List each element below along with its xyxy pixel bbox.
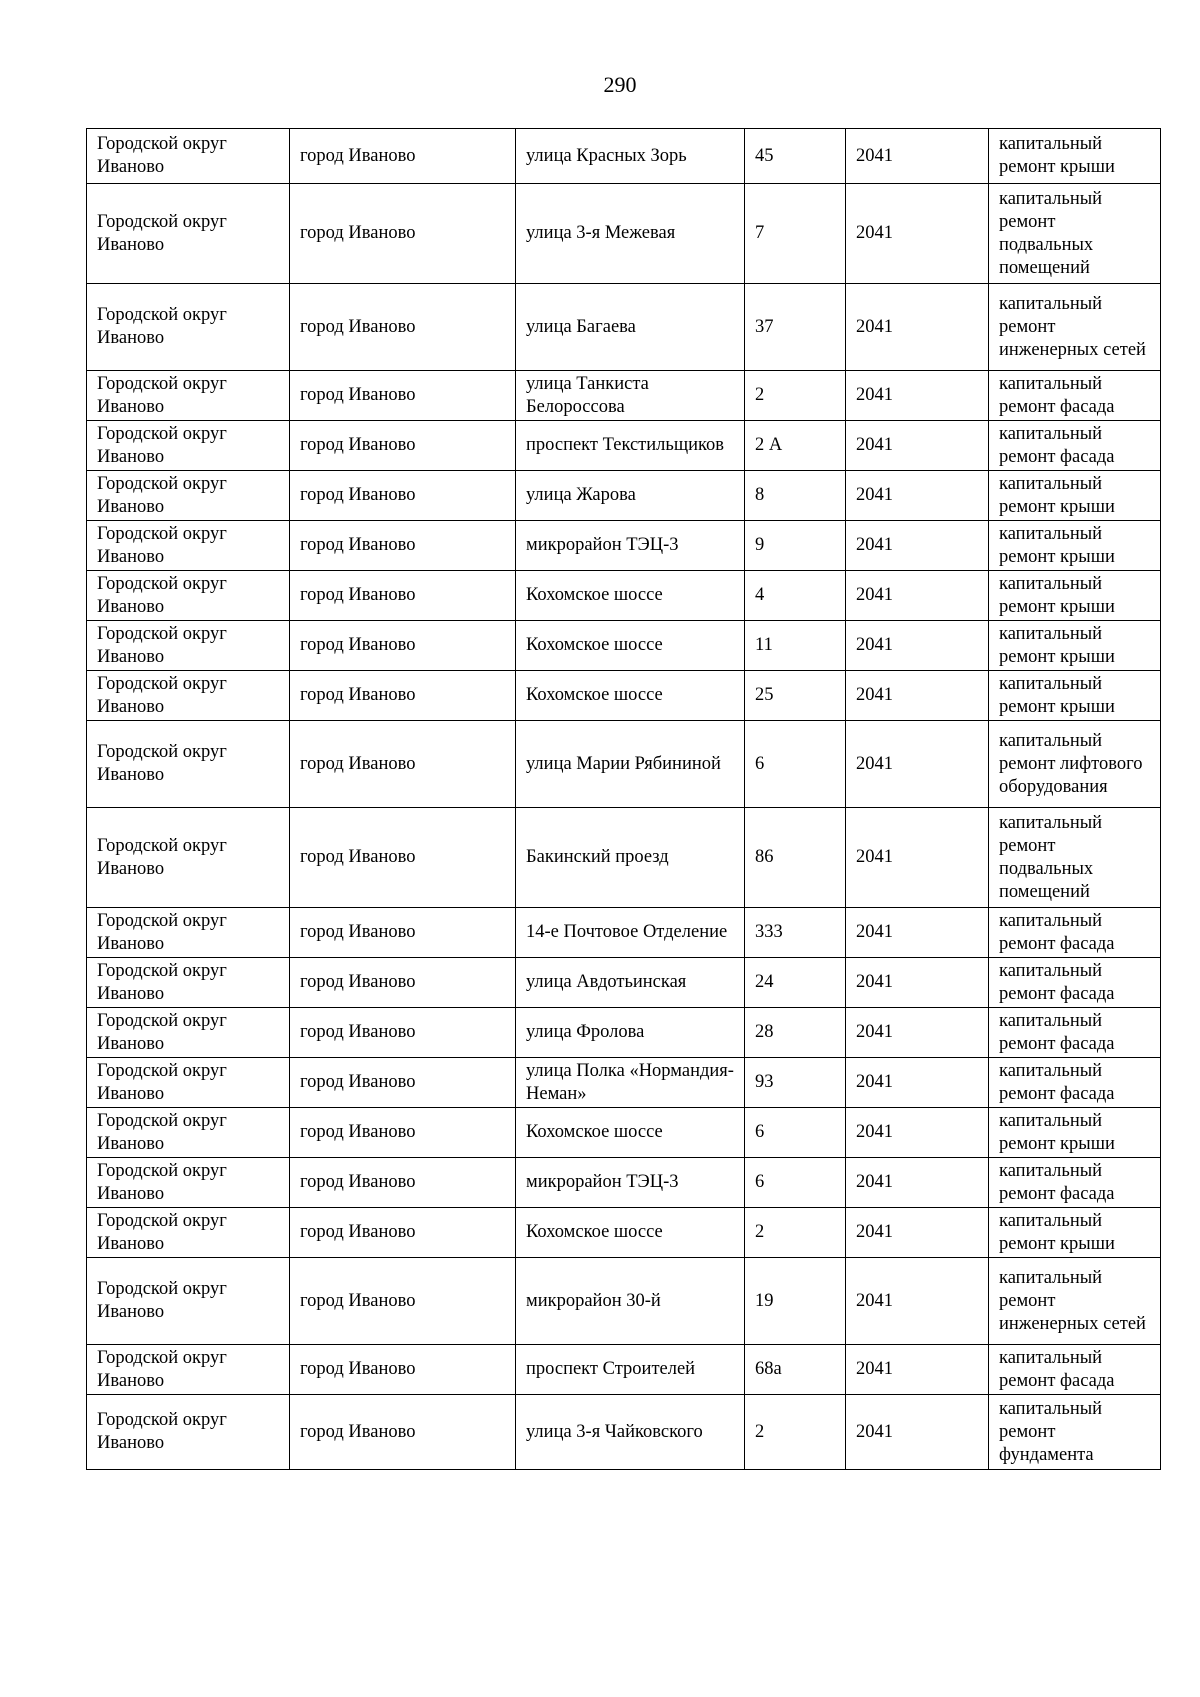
municipality-cell: Городской округ Иваново [87,908,290,958]
table-row [87,421,1161,471]
street-cell: Кохомское шоссе [516,671,745,721]
table-row [87,958,1161,1008]
year-cell: 2041 [846,371,989,421]
table-row [87,1345,1161,1395]
year-cell: 2041 [846,471,989,521]
municipality-cell: Городской округ Иваново [87,521,290,571]
table-row [87,1008,1161,1058]
year-cell: 2041 [846,1208,989,1258]
street-cell: Бакинский проезд [516,808,745,908]
work-type-cell: капитальный ремонт крыши [989,671,1161,721]
year-cell: 2041 [846,1108,989,1158]
street-cell: проспект Текстильщиков [516,421,745,471]
house-number-cell: 333 [745,908,846,958]
year-cell: 2041 [846,958,989,1008]
table-row [87,184,1161,284]
municipality-cell: Городской округ Иваново [87,129,290,184]
municipality-cell: Городской округ Иваново [87,958,290,1008]
locality-cell: город Иваново [290,521,516,571]
house-number-cell: 2 А [745,421,846,471]
house-number-cell: 2 [745,1395,846,1470]
street-cell: улица Жарова [516,471,745,521]
street-cell: улица Авдотьинская [516,958,745,1008]
municipality-cell: Городской округ Иваново [87,1258,290,1345]
house-number-cell: 6 [745,1108,846,1158]
locality-cell: город Иваново [290,908,516,958]
house-number-cell: 25 [745,671,846,721]
municipality-cell: Городской округ Иваново [87,471,290,521]
locality-cell: город Иваново [290,421,516,471]
year-cell: 2041 [846,621,989,671]
municipality-cell: Городской округ Иваново [87,808,290,908]
work-type-cell: капитальный ремонт фасада [989,371,1161,421]
house-number-cell: 2 [745,1208,846,1258]
street-cell: улица 3-я Межевая [516,184,745,284]
work-type-cell: капитальный ремонт фасада [989,1058,1161,1108]
street-cell: улица Красных Зорь [516,129,745,184]
work-type-cell: капитальный ремонт крыши [989,571,1161,621]
work-type-cell: капитальный ремонт инженерных сетей [989,284,1161,371]
locality-cell: город Иваново [290,1058,516,1108]
municipality-cell: Городской округ Иваново [87,1058,290,1108]
house-number-cell: 37 [745,284,846,371]
locality-cell: город Иваново [290,1158,516,1208]
locality-cell: город Иваново [290,371,516,421]
locality-cell: город Иваново [290,1395,516,1470]
house-number-cell: 93 [745,1058,846,1108]
house-number-cell: 86 [745,808,846,908]
house-number-cell: 28 [745,1008,846,1058]
table-row [87,721,1161,808]
locality-cell: город Иваново [290,958,516,1008]
street-cell: улица Полка «Нормандия-Неман» [516,1058,745,1108]
work-type-cell: капитальный ремонт крыши [989,471,1161,521]
table-row [87,571,1161,621]
page-number: 290 [603,72,637,97]
year-cell: 2041 [846,1258,989,1345]
work-type-cell: капитальный ремонт фасада [989,1158,1161,1208]
municipality-cell: Городской округ Иваново [87,671,290,721]
work-type-cell: капитальный ремонт подвальных помещений [989,184,1161,284]
work-type-cell: капитальный ремонт фундамента [989,1395,1161,1470]
house-number-cell: 7 [745,184,846,284]
year-cell: 2041 [846,521,989,571]
street-cell: улица Багаева [516,284,745,371]
municipality-cell: Городской округ Иваново [87,184,290,284]
table-row [87,521,1161,571]
year-cell: 2041 [846,721,989,808]
table-row [87,621,1161,671]
locality-cell: город Иваново [290,1208,516,1258]
work-type-cell: капитальный ремонт крыши [989,621,1161,671]
table-row [87,1058,1161,1108]
municipality-cell: Городской округ Иваново [87,421,290,471]
locality-cell: город Иваново [290,621,516,671]
year-cell: 2041 [846,671,989,721]
work-type-cell: капитальный ремонт фасада [989,958,1161,1008]
municipality-cell: Городской округ Иваново [87,371,290,421]
year-cell: 2041 [846,1008,989,1058]
locality-cell: город Иваново [290,471,516,521]
work-type-cell: капитальный ремонт лифтового оборудования [989,721,1161,808]
table-row [87,671,1161,721]
table-row [87,1208,1161,1258]
locality-cell: город Иваново [290,808,516,908]
municipality-cell: Городской округ Иваново [87,721,290,808]
street-cell: микрорайон 30-й [516,1258,745,1345]
table-body [87,129,1161,1470]
table-row [87,1395,1161,1470]
work-type-cell: капитальный ремонт подвальных помещений [989,808,1161,908]
house-number-cell: 68а [745,1345,846,1395]
year-cell: 2041 [846,129,989,184]
municipality-cell: Городской округ Иваново [87,1395,290,1470]
year-cell: 2041 [846,808,989,908]
work-type-cell: капитальный ремонт крыши [989,129,1161,184]
year-cell: 2041 [846,1158,989,1208]
street-cell: Кохомское шоссе [516,1108,745,1158]
year-cell: 2041 [846,284,989,371]
locality-cell: город Иваново [290,721,516,808]
house-number-cell: 24 [745,958,846,1008]
work-type-cell: капитальный ремонт крыши [989,521,1161,571]
year-cell: 2041 [846,1058,989,1108]
table-row [87,908,1161,958]
work-type-cell: капитальный ремонт фасада [989,908,1161,958]
street-cell: 14-е Почтовое Отделение [516,908,745,958]
street-cell: Кохомское шоссе [516,1208,745,1258]
locality-cell: город Иваново [290,1345,516,1395]
house-number-cell: 8 [745,471,846,521]
municipality-cell: Городской округ Иваново [87,1345,290,1395]
house-number-cell: 2 [745,371,846,421]
year-cell: 2041 [846,421,989,471]
municipality-cell: Городской округ Иваново [87,571,290,621]
table-row [87,284,1161,371]
municipality-cell: Городской округ Иваново [87,284,290,371]
house-number-cell: 9 [745,521,846,571]
street-cell: микрорайон ТЭЦ-3 [516,1158,745,1208]
locality-cell: город Иваново [290,184,516,284]
house-number-cell: 6 [745,721,846,808]
street-cell: улица Фролова [516,1008,745,1058]
municipality-cell: Городской округ Иваново [87,1008,290,1058]
locality-cell: город Иваново [290,1258,516,1345]
work-type-cell: капитальный ремонт фасада [989,1008,1161,1058]
locality-cell: город Иваново [290,1108,516,1158]
table-row [87,1158,1161,1208]
table-row [87,471,1161,521]
street-cell: Кохомское шоссе [516,621,745,671]
house-number-cell: 4 [745,571,846,621]
street-cell: проспект Строителей [516,1345,745,1395]
street-cell: Кохомское шоссе [516,571,745,621]
repair-schedule-table [86,128,1161,1470]
locality-cell: город Иваново [290,571,516,621]
table-row [87,1258,1161,1345]
year-cell: 2041 [846,908,989,958]
table-row [87,371,1161,421]
house-number-cell: 11 [745,621,846,671]
year-cell: 2041 [846,571,989,621]
work-type-cell: капитальный ремонт крыши [989,1108,1161,1158]
table-row [87,129,1161,184]
locality-cell: город Иваново [290,284,516,371]
house-number-cell: 19 [745,1258,846,1345]
house-number-cell: 45 [745,129,846,184]
house-number-cell: 6 [745,1158,846,1208]
municipality-cell: Городской округ Иваново [87,621,290,671]
locality-cell: город Иваново [290,1008,516,1058]
locality-cell: город Иваново [290,671,516,721]
work-type-cell: капитальный ремонт фасада [989,421,1161,471]
work-type-cell: капитальный ремонт крыши [989,1208,1161,1258]
municipality-cell: Городской округ Иваново [87,1158,290,1208]
table-row [87,808,1161,908]
street-cell: улица Марии Рябининой [516,721,745,808]
municipality-cell: Городской округ Иваново [87,1208,290,1258]
work-type-cell: капитальный ремонт инженерных сетей [989,1258,1161,1345]
year-cell: 2041 [846,1395,989,1470]
municipality-cell: Городской округ Иваново [87,1108,290,1158]
work-type-cell: капитальный ремонт фасада [989,1345,1161,1395]
street-cell: улица 3-я Чайковского [516,1395,745,1470]
year-cell: 2041 [846,184,989,284]
year-cell: 2041 [846,1345,989,1395]
street-cell: улица Танкиста Белороссова [516,371,745,421]
street-cell: микрорайон ТЭЦ-3 [516,521,745,571]
locality-cell: город Иваново [290,129,516,184]
table-row [87,1108,1161,1158]
